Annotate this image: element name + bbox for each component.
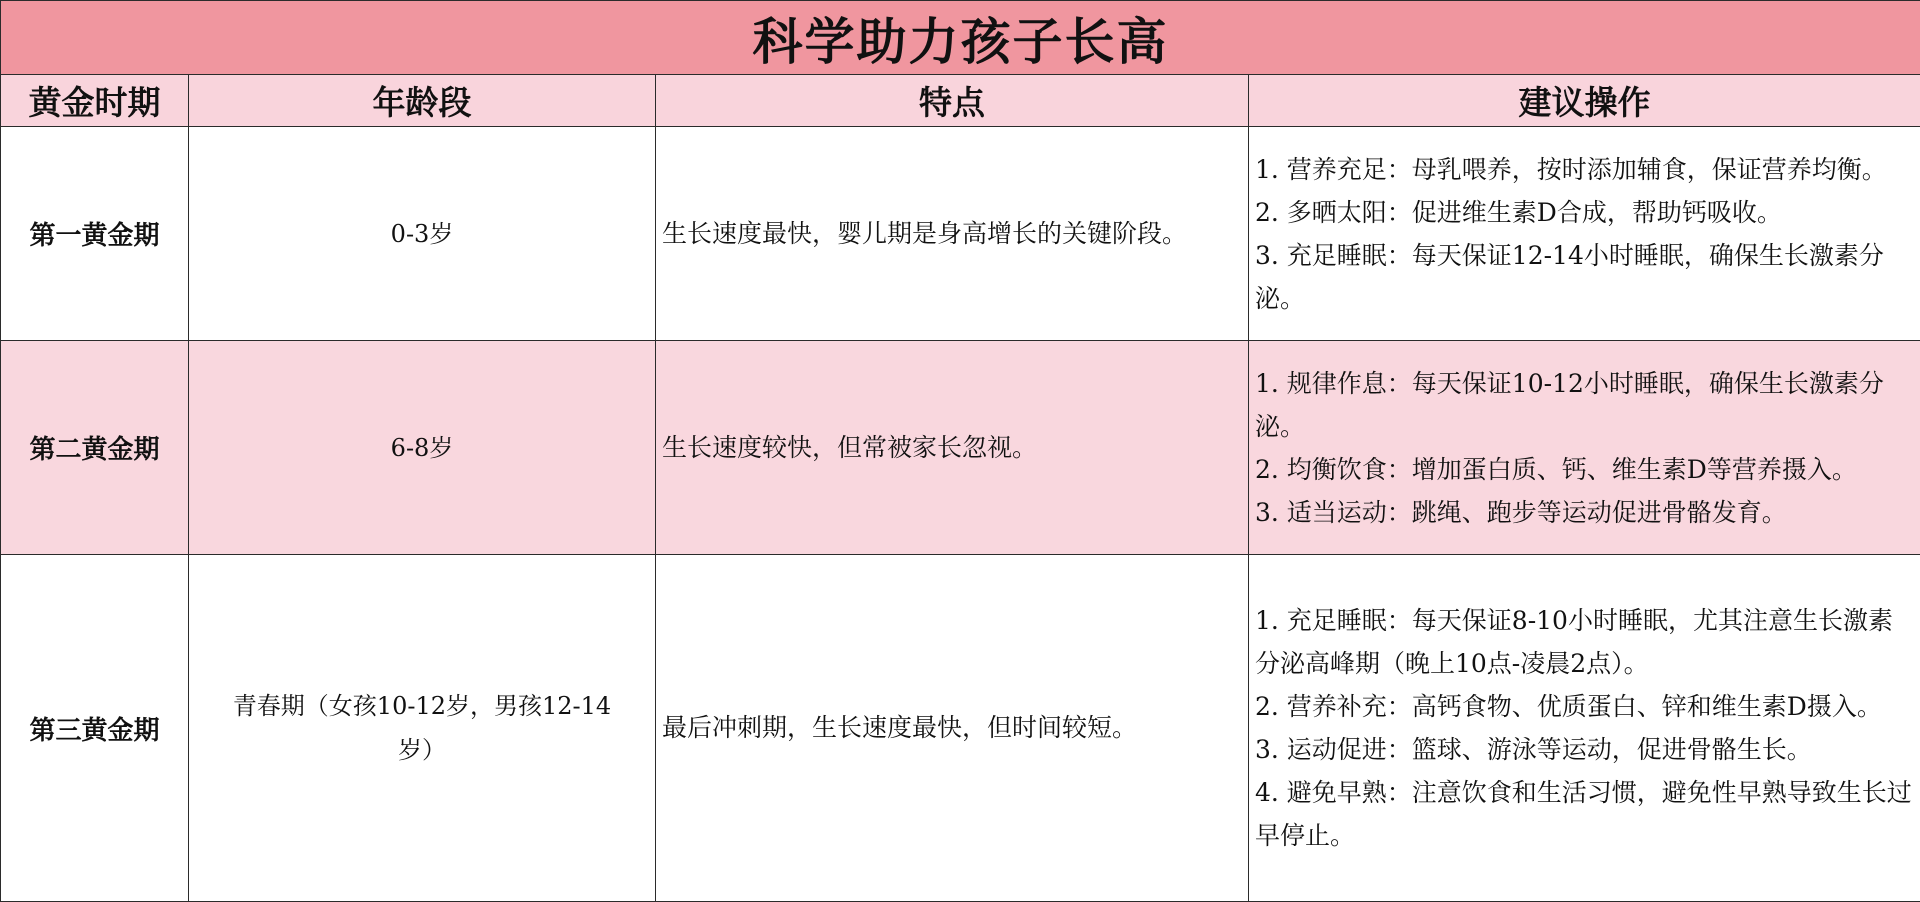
age-cell: 6-8岁 (189, 341, 656, 555)
table-title: 科学助力孩子长高 (1, 1, 1920, 75)
advice-cell (1249, 555, 1920, 902)
header-advice: 建议操作 (1249, 75, 1920, 127)
feature-cell: 最后冲刺期，生长速度最快，但时间较短。 (656, 555, 1249, 902)
advice-item: 2. 多晒太阳：促进维生素D合成，帮助钙吸收。 (1255, 191, 1914, 234)
header-row (1, 75, 1920, 127)
period-cell: 第二黄金期 (1, 341, 189, 555)
advice-cell (1249, 127, 1920, 341)
period-cell: 第一黄金期 (1, 127, 189, 341)
period-cell: 第三黄金期 (1, 555, 189, 902)
header-period: 黄金时期 (1, 75, 189, 127)
table-row (1, 127, 1920, 341)
header-feature: 特点 (656, 75, 1249, 127)
header-age: 年龄段 (189, 75, 656, 127)
advice-cell (1249, 341, 1920, 555)
advice-item: 2. 营养补充：高钙食物、优质蛋白、锌和维生素D摄入。 (1255, 685, 1914, 728)
feature-cell: 生长速度较快，但常被家长忽视。 (656, 341, 1249, 555)
advice-item: 3. 适当运动：跳绳、跑步等运动促进骨骼发育。 (1255, 491, 1914, 534)
advice-item: 3. 充足睡眠：每天保证12-14小时睡眠，确保生长激素分泌。 (1255, 234, 1914, 320)
advice-item: 1. 营养充足：母乳喂养，按时添加辅食，保证营养均衡。 (1255, 148, 1914, 191)
advice-item: 3. 运动促进：篮球、游泳等运动，促进骨骼生长。 (1255, 728, 1914, 771)
table-row (1, 555, 1920, 902)
advice-item: 1. 规律作息：每天保证10-12小时睡眠，确保生长激素分泌。 (1255, 362, 1914, 448)
title-row (1, 1, 1920, 75)
feature-cell: 生长速度最快，婴儿期是身高增长的关键阶段。 (656, 127, 1249, 341)
table-row (1, 341, 1920, 555)
age-cell: 青春期（女孩10-12岁，男孩12-14岁） (189, 555, 656, 902)
advice-item: 4. 避免早熟：注意饮食和生活习惯，避免性早熟导致生长过早停止。 (1255, 771, 1914, 857)
advice-item: 2. 均衡饮食：增加蛋白质、钙、维生素D等营养摄入。 (1255, 448, 1914, 491)
age-cell: 0-3岁 (189, 127, 656, 341)
advice-item: 1. 充足睡眠：每天保证8-10小时睡眠，尤其注意生长激素分泌高峰期（晚上10点-凌晨2点）。 (1255, 599, 1914, 685)
